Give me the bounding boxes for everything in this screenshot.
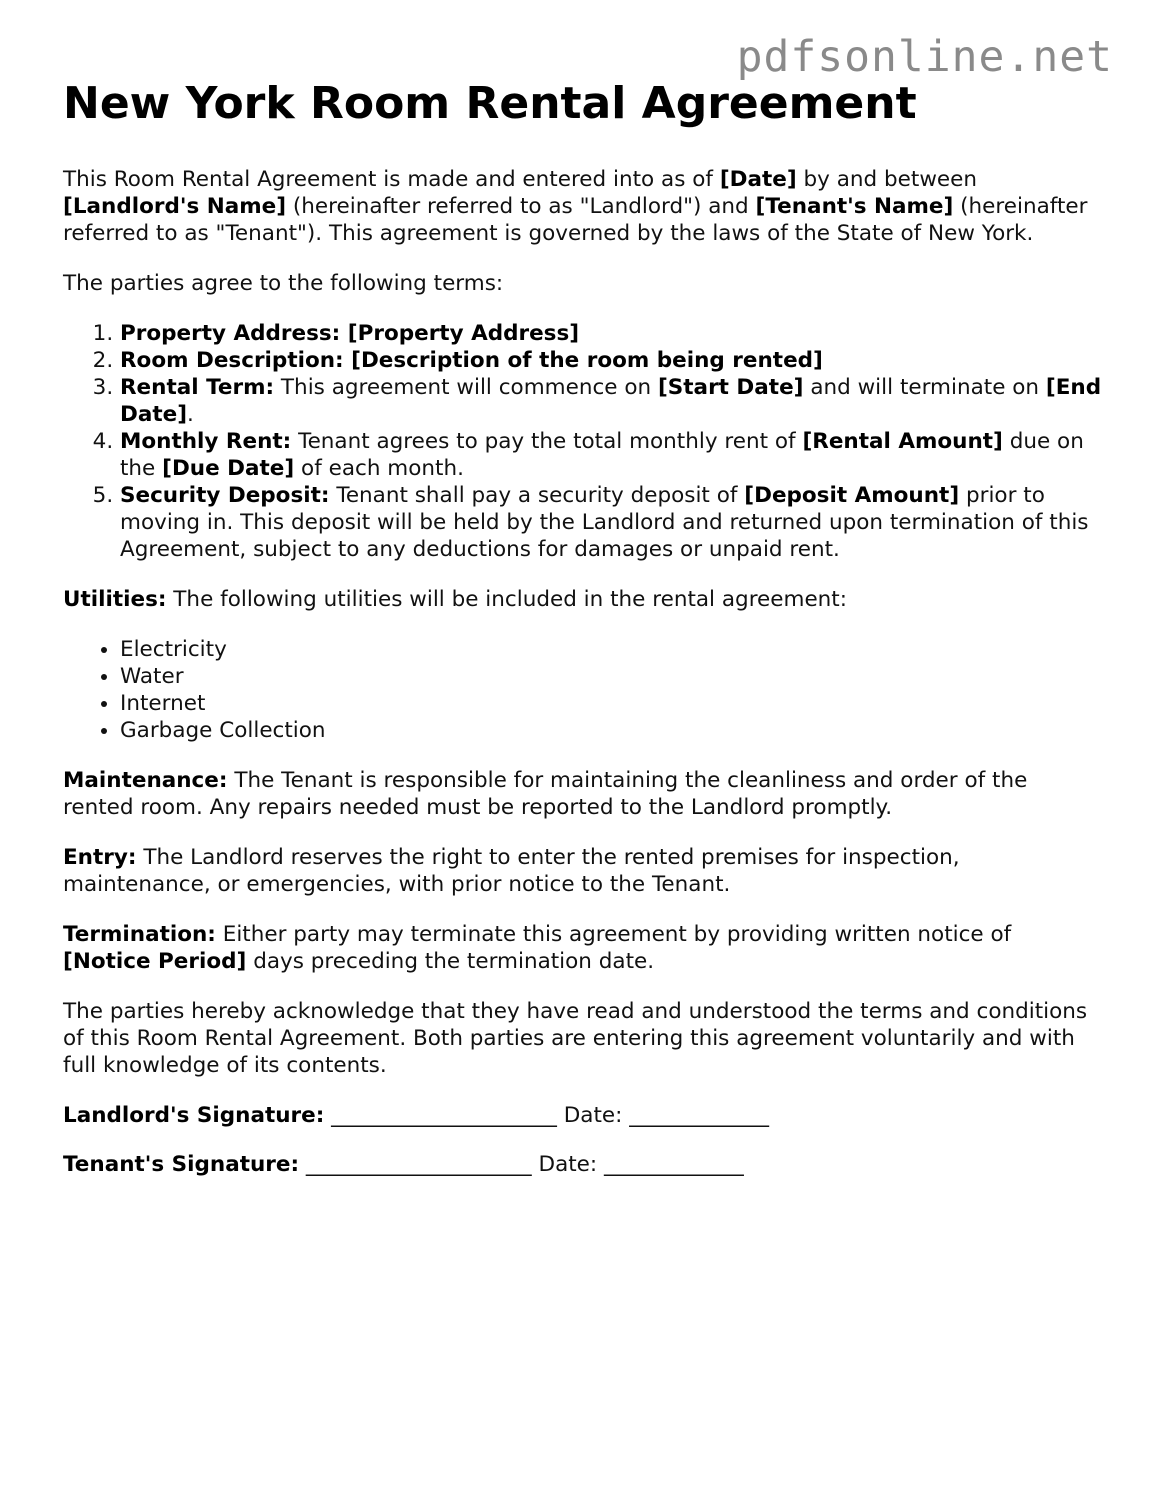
term-property-address: 1. Property Address: [Property Address] bbox=[120, 320, 1103, 347]
document-title: New York Room Rental Agreement bbox=[63, 78, 917, 129]
entry-paragraph: Entry: The Landlord reserves the right to enter the rented premises for inspection, maintenance, or emergencies, with prior notice to the Tenant. bbox=[63, 845, 960, 898]
terms-list bbox=[63, 320, 1103, 563]
term-rental-term: 3. Rental Term: This agreement will commence on [Start Date] and will terminate on [End Date]. bbox=[120, 374, 1103, 428]
rental-amount-placeholder: [Rental Amount] bbox=[802, 429, 1003, 455]
due-date-placeholder: [Due Date] bbox=[162, 456, 295, 482]
list-item: • Garbage Collection bbox=[120, 717, 1103, 744]
start-date-placeholder: [Start Date] bbox=[657, 375, 804, 401]
list-item: • Electricity bbox=[120, 636, 1103, 663]
landlord-signature-line[interactable]: Landlord's Signature: _____________________ Date: _____________ bbox=[63, 1103, 769, 1129]
intro-paragraph: This Room Rental Agreement is made and entered into as of [Date] by and between [Landlord's Name] (hereinafter referred to as "Landlord") and [Tenant's Name] (hereinafter referred to as "Tenant"). This agreement is governed by the laws of the State of New York. bbox=[63, 167, 1088, 247]
end-date-placeholder: [End Date] bbox=[120, 375, 1102, 428]
maintenance-paragraph: Maintenance: The Tenant is responsible for maintaining the cleanliness and order of the rented room. Any repairs needed must be reported to the Landlord promptly. bbox=[63, 768, 1028, 821]
notice-period-placeholder: [Notice Period] bbox=[63, 949, 247, 975]
date-placeholder: [Date] bbox=[719, 167, 797, 193]
term-security-deposit: 5. Security Deposit: Tenant shall pay a security deposit of [Deposit Amount] prior to moving in. This deposit will be held by the Landlord and returned upon termination of this Agreement, subject to any deductions for damages or unpaid rent. bbox=[120, 482, 1103, 563]
tenant-signature-line[interactable]: Tenant's Signature: _____________________ Date: _____________ bbox=[63, 1152, 744, 1178]
acknowledgement-paragraph: The parties hereby acknowledge that they have read and understood the terms and conditions of this Room Rental Agreement. Both parties are entering this agreement voluntarily and with full knowledge of its contents. bbox=[63, 999, 1088, 1079]
term-monthly-rent: 4. Monthly Rent: Tenant agrees to pay the total monthly rent of [Rental Amount] due on the [Due Date] of each month. bbox=[120, 428, 1103, 482]
utilities-list bbox=[63, 636, 1103, 744]
document-page bbox=[63, 80, 1103, 1200]
utilities-paragraph: Utilities: The following utilities will be included in the rental agreement: bbox=[63, 587, 847, 613]
terms-intro: The parties agree to the following terms: bbox=[63, 271, 504, 297]
watermark: pdfsonline.net bbox=[736, 32, 1113, 82]
tenant-name-placeholder: [Tenant's Name] bbox=[755, 194, 954, 220]
landlord-name-placeholder: [Landlord's Name] bbox=[63, 194, 287, 220]
deposit-amount-placeholder: [Deposit Amount] bbox=[744, 483, 960, 509]
list-item: • Internet bbox=[120, 690, 1103, 717]
term-room-description: 2. Room Description: [Description of the room being rented] bbox=[120, 347, 1103, 374]
list-item: • Water bbox=[120, 663, 1103, 690]
termination-paragraph: Termination: Either party may terminate this agreement by providing written notice of [Notice Period] days preceding the termination date. bbox=[63, 922, 1012, 975]
